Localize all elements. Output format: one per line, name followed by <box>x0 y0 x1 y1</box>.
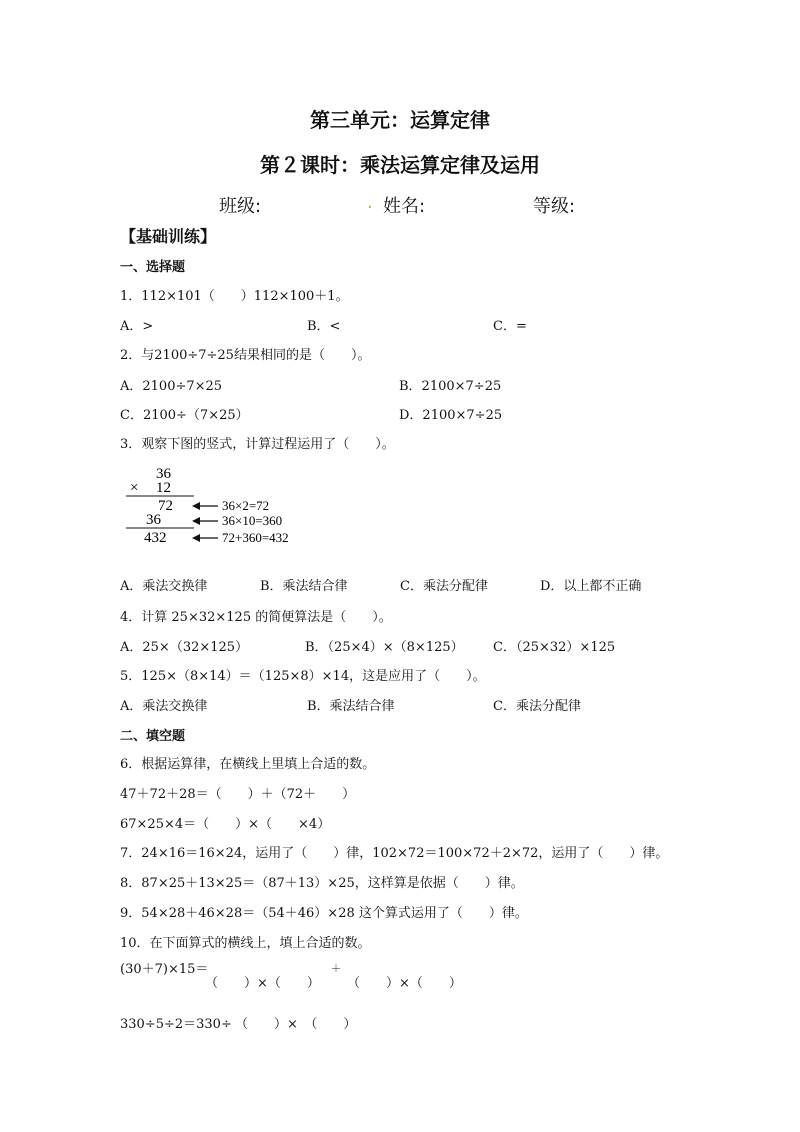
section-basic-training: 【基础训练】 <box>120 227 217 246</box>
q5-option-b: B．乘法结合律 <box>307 699 395 714</box>
figure-note-2: 36×10=360 <box>222 513 283 528</box>
yellow-dot: . <box>367 192 373 213</box>
q3-stem: 3．观察下图的竖式，计算过程运用了（ ）。 <box>120 437 395 452</box>
q6-line-1: 47＋72＋28＝（ ）＋（72＋ ） <box>120 787 356 802</box>
q4-option-b: B．（25×4）×（8×125） <box>305 640 464 655</box>
figure-partial-2: 36 <box>146 512 161 528</box>
vertical-multiplication-figure <box>118 462 318 552</box>
q2-stem: 2．与2100÷7÷25结果相同的是（ ）。 <box>120 348 371 363</box>
page-subtitle: 第２课时：乘法运算定律及运用 <box>260 153 540 177</box>
name-label: 姓名: <box>383 196 426 217</box>
q5-stem: 5．125×（8×14）＝（125×8）×14，这是应用了（ ）。 <box>120 669 486 684</box>
q5-option-c: C．乘法分配律 <box>493 699 581 714</box>
arrow-2-head <box>192 517 200 525</box>
q10-line-1-rhs2: （ ）×（ ） <box>347 976 462 991</box>
q10-stem: 10．在下面算式的横线上，填上合适的数。 <box>120 936 371 951</box>
q1-option-c: C．= <box>493 319 527 334</box>
figure-top-number: 36 <box>156 466 171 482</box>
q2-option-d: D．2100×7÷25 <box>399 408 503 423</box>
q1-option-b: B．< <box>307 319 341 334</box>
figure-note-3: 72+360=432 <box>222 530 289 545</box>
arrow-1-head <box>192 502 200 510</box>
q2-option-c: C．2100÷（7×25） <box>120 408 249 423</box>
grade-label: 等级: <box>533 196 576 217</box>
page-title: 第三单元：运算定律 <box>310 108 490 132</box>
q1-stem: 1．112×101（ ）112×100＋1。 <box>120 289 349 304</box>
q3-option-c: C．乘法分配律 <box>400 579 488 594</box>
q4-stem: 4．计算 25×32×125 的简便算法是（ ）。 <box>120 610 392 625</box>
q2-option-a: A．2100÷7×25 <box>120 379 223 394</box>
figure-note-1: 36×2=72 <box>222 498 270 513</box>
q10-line-2-lhs: 330÷5÷2＝330÷ <box>120 1017 232 1032</box>
q7-stem: 7．24×16＝16×24，运用了（ ）律，102×72＝100×72＋2×72，运用了（ ）律。 <box>120 846 669 861</box>
q1-option-a: A．> <box>120 319 154 334</box>
q3-option-b: B．乘法结合律 <box>260 579 348 594</box>
q10-line-2-rhs: （ ）× （ ） <box>235 1017 357 1032</box>
q6-stem: 6．根据运算律，在横线上里填上合适的数。 <box>120 757 376 772</box>
q4-option-c: C．（25×32）×125 <box>493 640 616 655</box>
section-fill-title: 二、填空题 <box>120 729 186 744</box>
q8-stem: 8．87×25＋13×25＝（87＋13）×25，这样算是依据（ ）律。 <box>120 876 524 891</box>
q5-option-a: A．乘法交换律 <box>120 699 208 714</box>
q3-option-d: D．以上都不正确 <box>540 579 642 594</box>
arrow-3-head <box>192 534 200 542</box>
q10-line-1-rhs: （ ）×（ ） <box>205 976 320 991</box>
q2-option-b: B．2100×7÷25 <box>399 379 502 394</box>
q3-option-a: A．乘法交换律 <box>120 579 208 594</box>
figure-partial-1: 72 <box>158 498 173 514</box>
section-choice-title: 一、选择题 <box>120 260 186 275</box>
figure-result: 432 <box>144 530 167 546</box>
q6-line-2: 67×25×4＝（ ）×（ ×4） <box>120 817 331 832</box>
q4-option-a: A．25×（32×125） <box>120 640 249 655</box>
q9-stem: 9．54×28＋46×28＝（54＋46）×28 这个算式运用了（ ）律。 <box>120 906 528 921</box>
figure-multiplier: 12 <box>156 480 171 496</box>
figure-times-sign: × <box>130 480 139 496</box>
class-label: 班级: <box>219 196 262 217</box>
q10-plus-sign: ＋ <box>331 964 341 975</box>
q10-line-1-lhs: (30＋7)×15＝ <box>120 962 209 977</box>
